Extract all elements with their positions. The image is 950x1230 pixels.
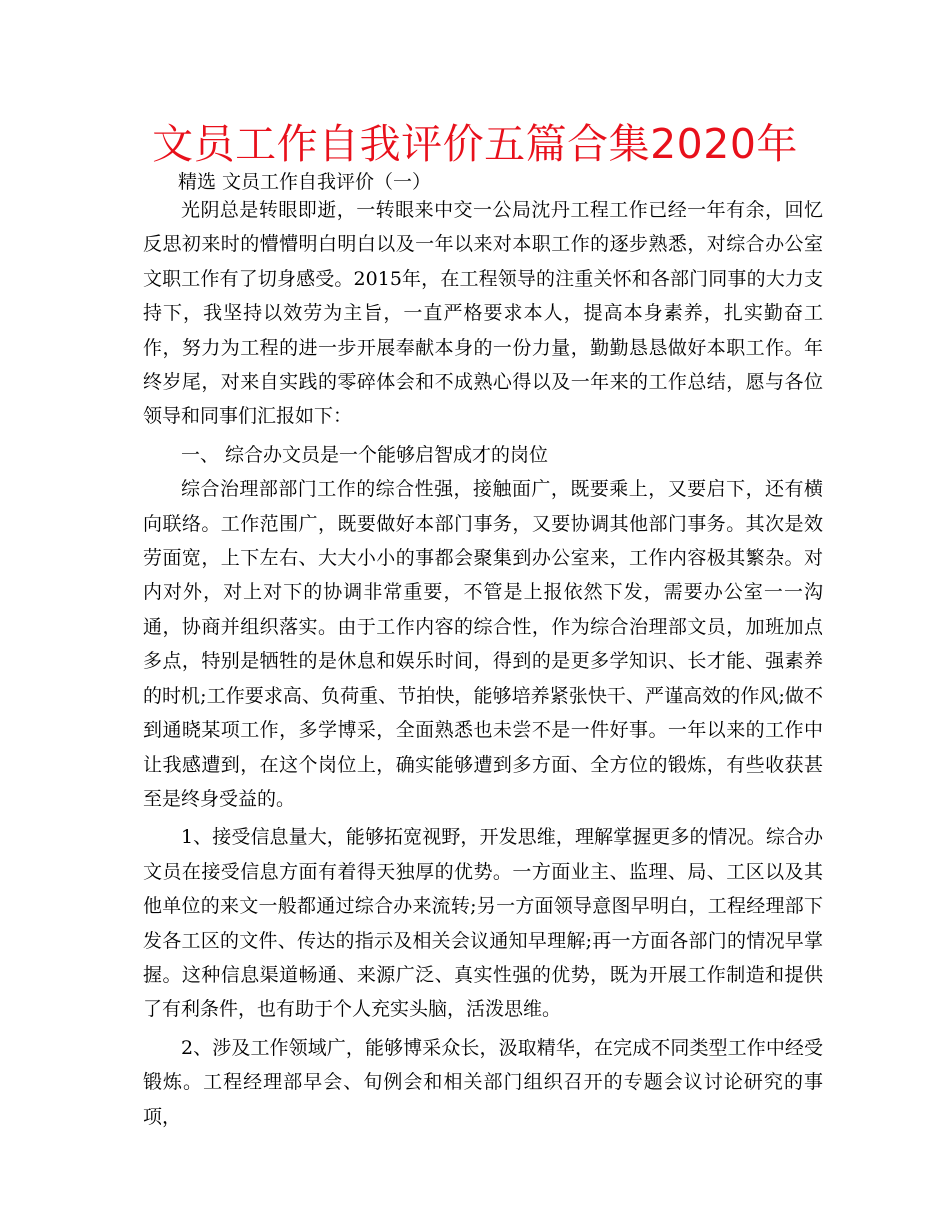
paragraph-point-2: 2、涉及工作领域广，能够博采众长，汲取精华，在完成不同类型工作中经受锻炼。工程经理部早会、旬例会和相关部门组织召开的专题会议讨论研究的事项，: [143, 1036, 823, 1128]
document-body: [143, 193, 823, 1134]
section-heading-1: 一、 综合办文员是一个能够启智成才的岗位: [181, 443, 549, 466]
document-title: 文员工作自我评价五篇合集2020年: [152, 120, 798, 168]
paragraph-section-1: 综合治理部部门工作的综合性强，接触面广，既要乘上，又要启下，还有横向联络。工作范围广，既要做好本部门事务，又要协调其他部门事务。其次是效劳面宽，上下左右、大大小小的事都会聚集到办公室来，工作内容极其繁杂。对内对外，对上对下的协调非常重要，不管是上报依然下发，需要办公室一一沟通，协商并组织落实。由于工作内容的综合性，作为综合治理部文员，加班加点多点，特别是牺牲的是休息和娱乐时间，得到的是更多学知识、长才能、强素养的时机;工作要求高、负荷重、节拍快，能够培养紧张快干、严谨高效的作风;做不到通晓某项工作，多学博采，全面熟悉也未尝不是一件好事。一年以来的工作中让我感遭到，在这个岗位上，确实能够遭到多方面、全方位的锻炼，有些收获甚至是终身受益的。: [143, 478, 823, 810]
paragraph-intro: 光阴总是转眼即逝，一转眼来中交一公局沈丹工程工作已经一年有余，回忆反思初来时的懵懵明白明白以及一年以来对本职工作的逐步熟悉，对综合办公室文职工作有了切身感受。2015年，在工程领导的注重关怀和各部门同事的大力支持下，我坚持以效劳为主旨，一直严格要求本人，提高本身素养，扎实勤奋工作，努力为工程的进一步开展奉献本身的一份力量，勤勤恳恳做好本职工作。年终岁尾，对来自实践的零碎体会和不成熟心得以及一年来的工作总结，愿与各位领导和同事们汇报如下：: [143, 199, 823, 428]
paragraph-point-1: 1、接受信息量大，能够拓宽视野，开发思维，理解掌握更多的情况。综合办文员在接受信息方面有着得天独厚的优势。一方面业主、监理、局、工区以及其他单位的来文一般都通过综合办来流转;另一方面领导意图早明白，工程经理部下发各工区的文件、传达的指示及相关会议通知早理解;再一方面各部门的情况早掌握。这种信息渠道畅通、来源广泛、真实性强的优势，既为开展工作制造和提供了有利条件，也有助于个人充实头脑，活泼思维。: [143, 826, 823, 1021]
document-subtitle: 精选 文员工作自我评价（一）: [178, 171, 432, 193]
